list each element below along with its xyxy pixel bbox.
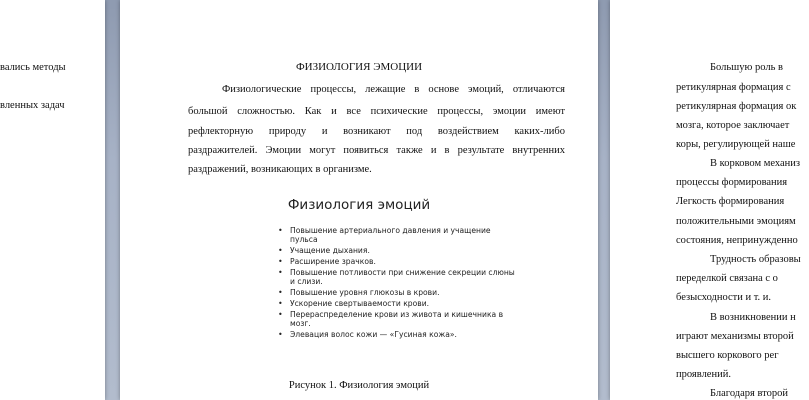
text-line: В возникновении н <box>710 312 796 323</box>
text-line: высшего коркового рег <box>676 350 779 361</box>
paragraph-line: раздражителей. Эмоции могут появиться также и в результате внутренних <box>188 145 565 156</box>
text-line: состояния, непринужденно <box>676 235 798 246</box>
text-line: ретикулярная формация с <box>676 82 791 93</box>
text-line: переделкой связана с о <box>676 273 778 284</box>
text-line: ретикулярная формация ок <box>676 101 797 112</box>
text-line: Благодаря второй <box>710 388 789 399</box>
text-line: безысходности и т. и. <box>676 292 772 303</box>
document-page-center[interactable] <box>120 0 598 400</box>
paragraph-line: раздражений, возникающих в организме. <box>188 164 372 175</box>
bullet-item: • Расширение зрачков. <box>278 257 518 266</box>
page-gap <box>105 0 120 9</box>
paragraph-line: Физиологические процессы, лежащие в основе эмоций, отличаются <box>222 84 565 95</box>
text-line: коры, регулирующей наше <box>676 139 796 150</box>
bullet-item: • Повышение уровня глюкозы в крови. <box>278 288 518 297</box>
text-line: вленных задач <box>0 100 65 111</box>
text-line: Трудность образовы <box>710 254 801 265</box>
section-heading: ФИЗИОЛОГИЯ ЭМОЦИИ <box>295 61 423 73</box>
text-line: положительными эмоциям <box>676 216 796 227</box>
text-line: В корковом механиз <box>710 158 801 169</box>
bullet-item: • Элевация волос кожи — «Гусиная кожа». <box>278 330 518 339</box>
document-page-right[interactable] <box>610 0 809 400</box>
paragraph-line: большой сложностью. Как и все психические процессы, эмоции имеют <box>188 106 565 117</box>
document-page-left[interactable] <box>0 0 105 400</box>
page-gap <box>598 0 610 9</box>
text-line: мозга, которое заключает <box>676 120 790 131</box>
text-line: Легкость формирования <box>676 196 785 207</box>
figure-title: Физиология эмоций <box>287 197 431 213</box>
bullet-item: • Повышение потливости при снижение секреции слюны и слизи. <box>278 268 518 286</box>
bullet-item: • Повышение артериального давления и учащение пульса <box>278 226 518 244</box>
text-line: Большую роль в <box>710 62 783 73</box>
figure-caption: Рисунок 1. Физиология эмоций <box>288 380 430 391</box>
bullet-item: • Учащение дыхания. <box>278 246 518 255</box>
figure-bullet-list <box>278 226 518 341</box>
paragraph-line: рефлекторную природу и возникают под воздействием каких-либо <box>188 126 565 137</box>
bullet-item: • Ускорение свертываемости крови. <box>278 299 518 308</box>
text-line: проявлений. <box>676 369 731 380</box>
text-line: вались методы <box>0 62 66 73</box>
text-line: играют механизмы второй <box>676 331 794 342</box>
bullet-item: • Перераспределение крови из живота и кишечника в мозг. <box>278 310 518 328</box>
text-line: процессы формирования <box>676 177 788 188</box>
